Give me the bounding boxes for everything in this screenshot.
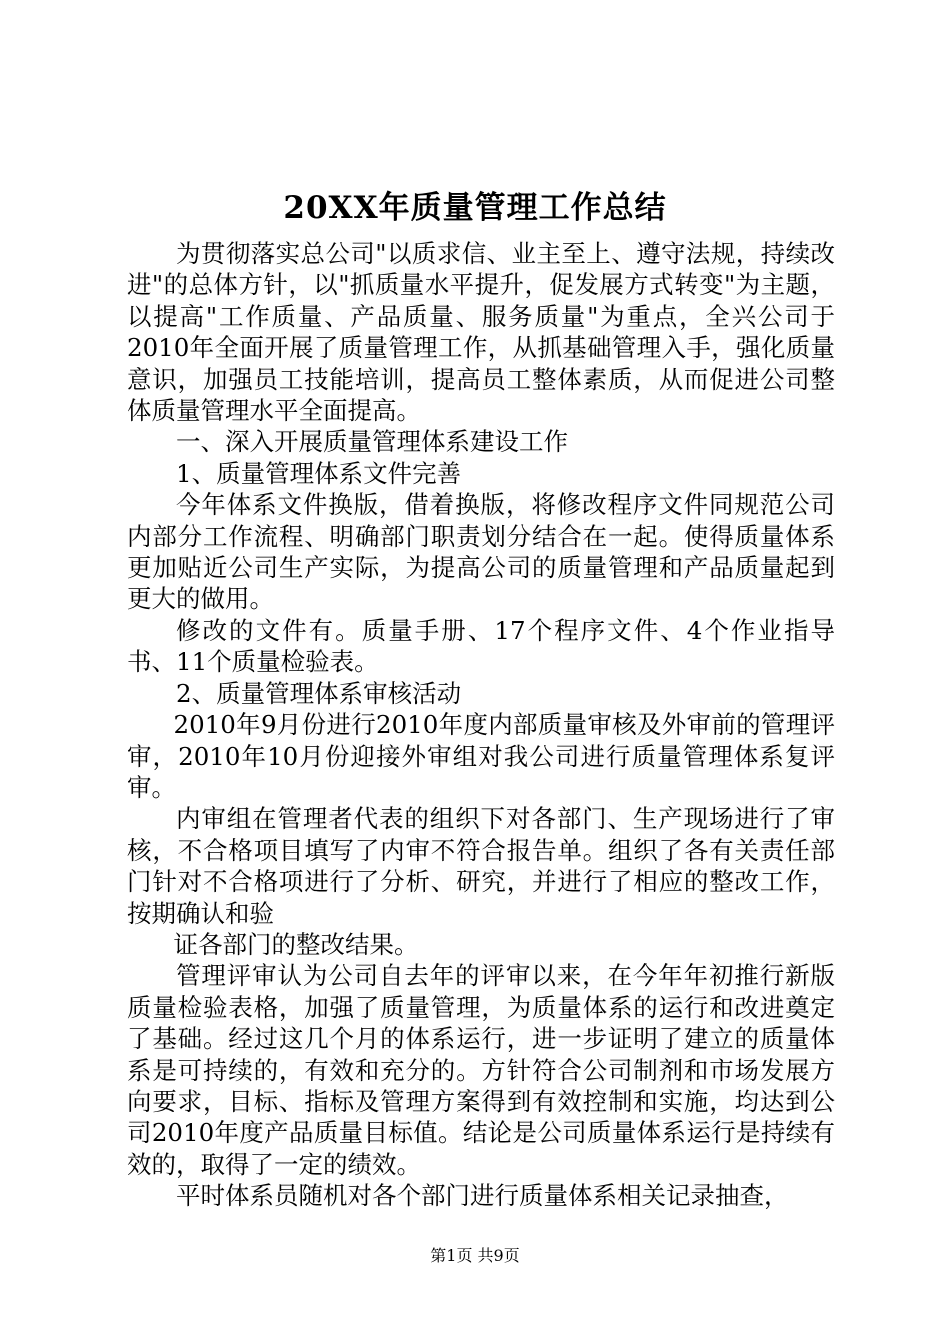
document-body (127, 238, 835, 1212)
subsection-heading-1: 1、质量管理体系文件完善 (176, 458, 462, 488)
paragraph-document-revision: 今年体系文件换版，借着换版，将修改程序文件同规范公司内部分工作流程、明确部门职责划分结合在一起。使得质量体系更加贴近公司生产实际，为提高公司的质量管理和产品质量起到更大的做用。 (127, 490, 835, 614)
paragraph-random-checks: 平时体系员随机对各个部门进行质量体系相关记录抽查， (176, 1181, 789, 1211)
page-total: 共9页 (477, 1246, 520, 1265)
page-number: 第1页 (430, 1246, 473, 1265)
section-heading-1: 一、深入开展质量管理体系建设工作 (176, 427, 568, 457)
page-footer (0, 1244, 950, 1268)
document-title: 20XX年质量管理工作总结 (283, 190, 667, 226)
paragraph-revised-files: 修改的文件有。质量手册、17个程序文件、4个作业指导书、11个质量检验表。 (127, 615, 835, 677)
paragraph-intro: 为贯彻落实总公司"以质求信、业主至上、遵守法规，持续改进"的总体方针，以"抓质量水平提升，促发展方式转变"为主题，以提高"工作质量、产品质量、服务质量"为重点，全兴公司于2010年全面开展了质量管理工作，从抓基础管理入手，强化质量意识，加强员工技能培训，提高员工整体素质，从而促进公司整体质量管理水平全面提高。 (127, 239, 835, 426)
paragraph-internal-audit: 内审组在管理者代表的组织下对各部门、生产现场进行了审核，不合格项目填写了内审不符合报告单。组织了各有关责任部门针对不合格项进行了分析、研究，并进行了相应的整改工作，按期确认和验 (127, 804, 835, 928)
paragraph-management-review: 管理评审认为公司自去年的评审以来，在今年年初推行新版质量检验表格，加强了质量管理，为质量体系的运行和改进奠定了基础。经过这几个月的体系运行，进一步证明了建立的质量体系是可持续的，有效和充分的。方针符合公司制剂和市场发展方向要求，目标、指标及管理方案得到有效控制和实施，均达到公司2010年度产品质量目标值。结论是公司质量体系运行是持续有效的，取得了一定的绩效。 (127, 961, 835, 1179)
paragraph-audit-verification: 证各部门的整改结果。 (173, 929, 419, 959)
subsection-heading-2: 2、质量管理体系审核活动 (176, 678, 462, 708)
paragraph-audit-schedule: 2010年9月份进行2010年度内部质量审核及外审前的管理评审，2010年10月份迎接外审组对我公司进行质量管理体系复评审。 (127, 710, 835, 802)
